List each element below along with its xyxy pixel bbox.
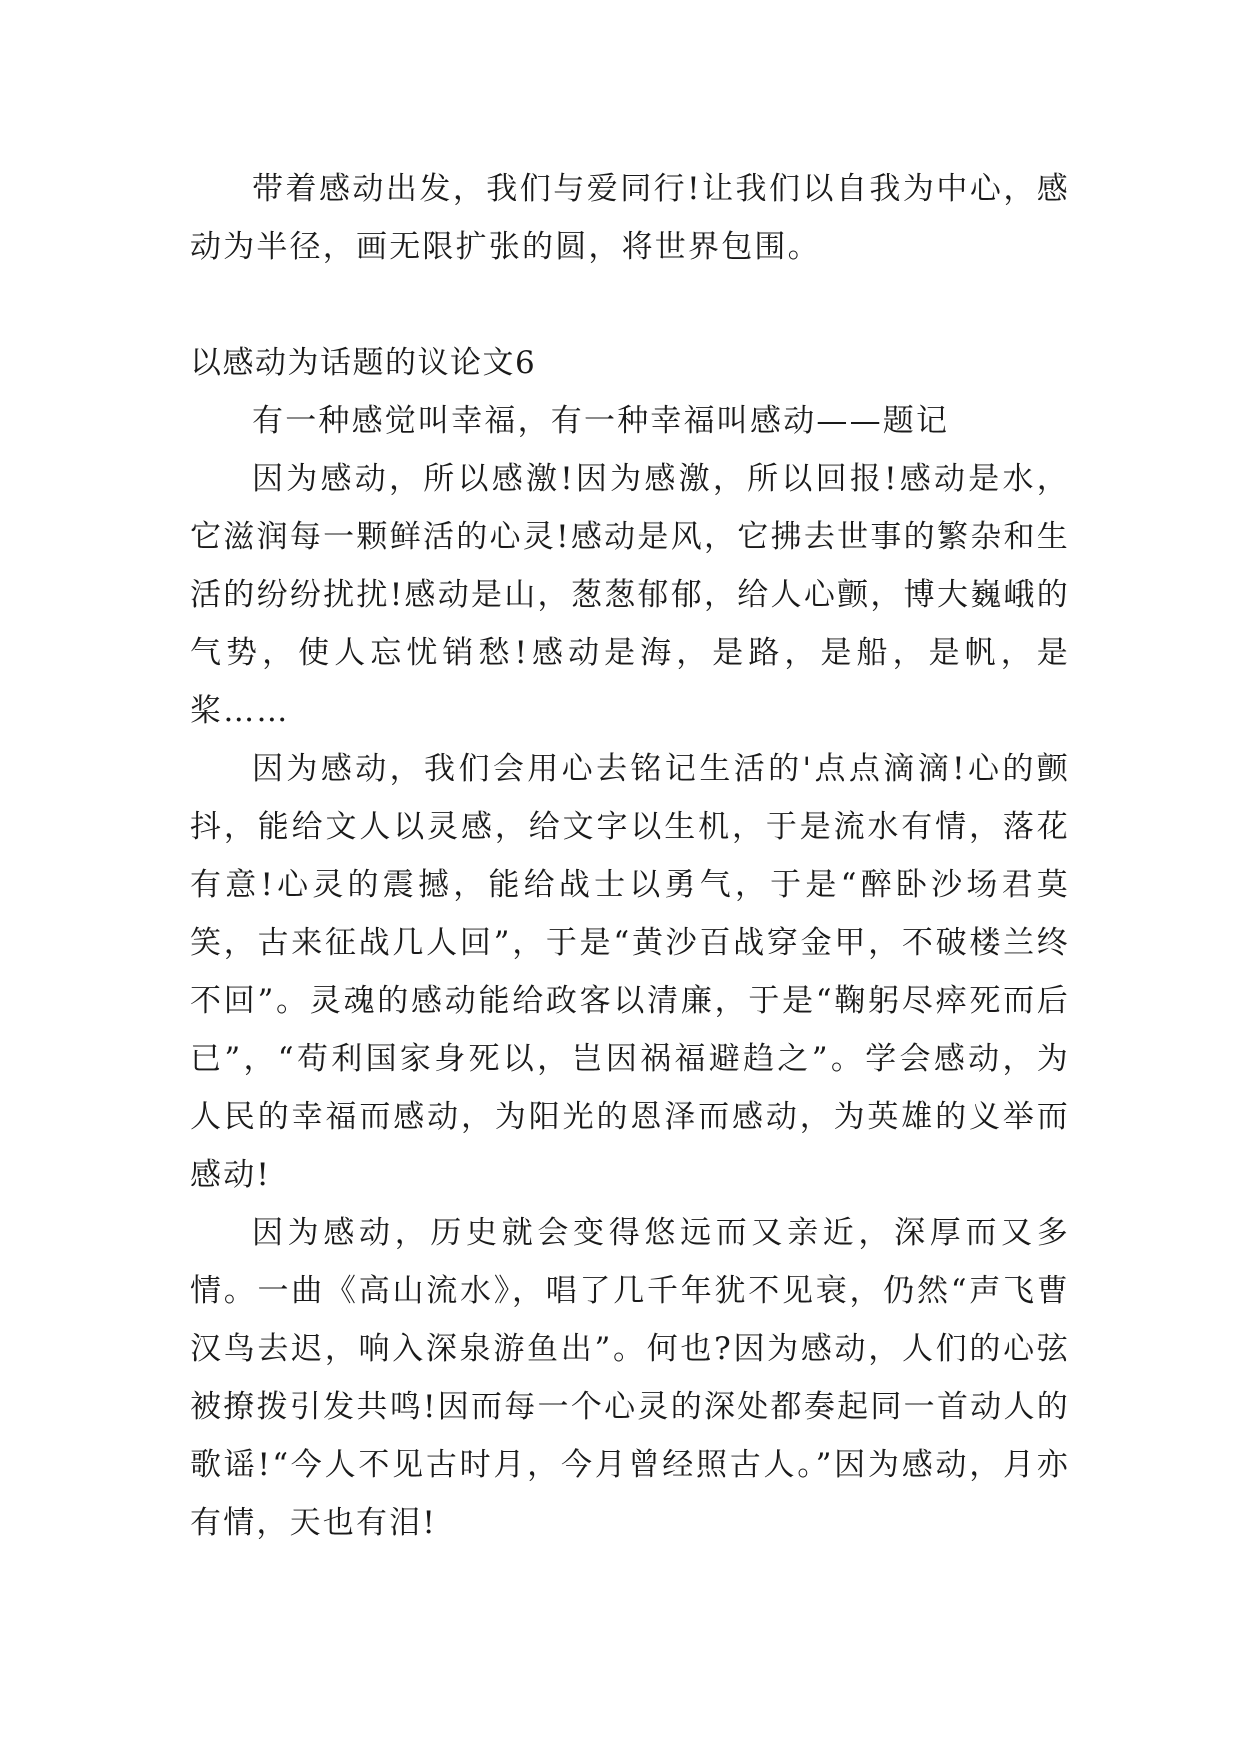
document-body [190,160,1070,1552]
body-paragraph-1: 因为感动，所以感激!因为感激，所以回报!感动是水，它滋润每一颗鲜活的心灵!感动是风，它拂去世事的繁杂和生活的纷纷扰扰!感动是山，葱葱郁郁，给人心颤，博大巍峨的气势，使人忘忧销愁!感动是海，是路，是船，是帆，是桨…… [190,461,1070,729]
intro-paragraph: 带着感动出发，我们与爱同行!让我们以自我为中心，感动为半径，画无限扩张的圆，将世界包围。 [190,171,1070,265]
body-paragraph-2: 因为感动，我们会用心去铭记生活的'点点滴滴!心的颤抖，能给文人以灵感，给文字以生机，于是流水有情，落花有意!心灵的震撼，能给战士以勇气，于是“醉卧沙场君莫笑，古来征战几人回”，于是“黄沙百战穿金甲，不破楼兰终不回”。灵魂的感动能给政客以清廉，于是“鞠躬尽瘁死而后已”，“苟利国家身死以，岂因祸福避趋之”。学会感动，为人民的幸福而感动，为阳光的恩泽而感动，为英雄的义举而感动! [190,751,1070,1193]
epigraph: 有一种感觉叫幸福，有一种幸福叫感动——题记 [252,403,950,439]
body-paragraph-3: 因为感动，历史就会变得悠远而又亲近，深厚而又多情。一曲《高山流水》，唱了几千年犹不见衰，仍然“声飞曹汉鸟去迟，响入深泉游鱼出”。何也?因为感动，人们的心弦被撩拨引发共鸣!因而每一个心灵的深处都奏起同一首动人的歌谣!“今人不见古时月，今月曾经照古人。”因为感动，月亦有情，天也有泪! [190,1215,1070,1541]
section-title: 以感动为话题的议论文6 [190,345,537,381]
